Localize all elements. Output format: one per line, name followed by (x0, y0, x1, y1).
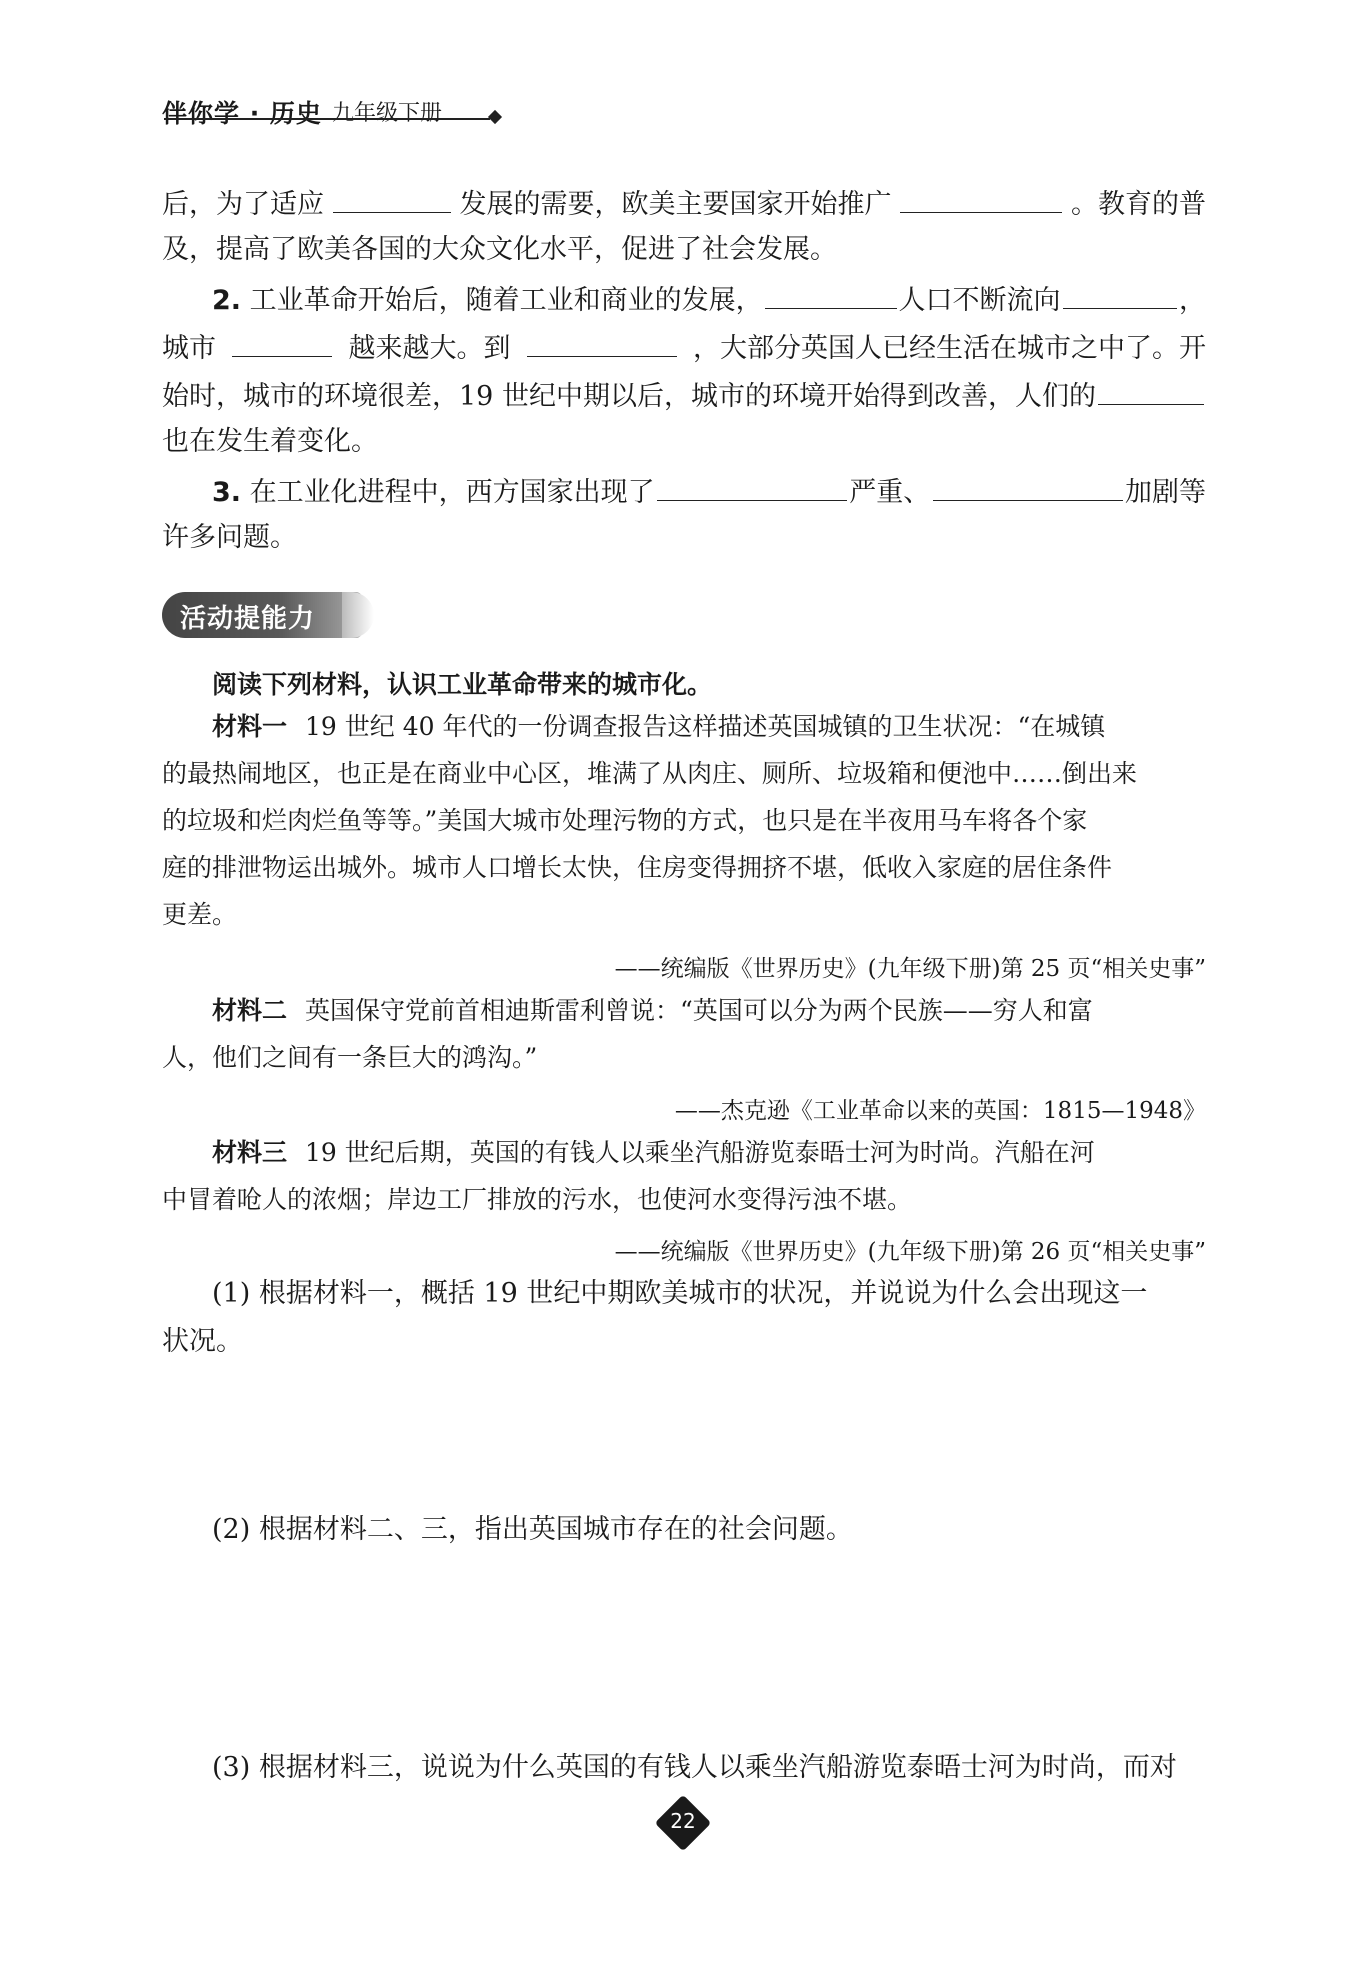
material-3-line-2: 中冒着呛人的浓烟；岸边工厂排放的污水，也使河水变得污浊不堪。 (162, 1185, 913, 1214)
fill-line-7 (212, 474, 1206, 509)
text-segment: 始时，城市的环境很差，19 世纪中期以后，城市的环境开始得到改善，人们的 (162, 381, 1096, 412)
material-1-line-2: 的最热闹地区，也正是在商业中心区，堆满了从肉庄、厕所、垃圾箱和便池中……倒出来 (162, 759, 1138, 788)
material-3-line-1 (212, 1138, 1206, 1168)
page-number: 22 (670, 1809, 696, 1833)
text-segment: 加剧等 (1124, 477, 1206, 508)
answer-blank[interactable] (900, 186, 1062, 213)
material-text: 19 世纪后期，英国的有钱人以乘坐汽船游览泰晤士河为时尚。汽船在河 (305, 1138, 1095, 1167)
section-badge (162, 592, 374, 638)
material-2-line-2: 人，他们之间有一条巨大的鸿沟。” (162, 1043, 538, 1072)
text-segment: 严重、 (849, 477, 931, 508)
text-segment: ， (1179, 285, 1206, 316)
material-1-line-3: 的垃圾和烂肉烂鱼等等。”美国大城市处理污物的方式，也只是在半夜用马车将各个家 (162, 806, 1088, 835)
page-header (162, 92, 502, 132)
material-1-source: ——统编版《世界历史》(九年级下册)第 25 页“相关史事” (614, 956, 1206, 982)
text-segment: 人口不断流向 (898, 285, 1061, 316)
fill-line-2: 及，提高了欧美各国的大众文化水平，促进了社会发展。 (162, 234, 837, 265)
page-number-badge (658, 1798, 708, 1848)
activity-instruction: 阅读下列材料，认识工业革命带来的城市化。 (212, 670, 713, 699)
material-1-line-4: 庭的排泄物运出城外。城市人口增长太快，住房变得拥挤不堪，低收入家庭的居住条件 (162, 853, 1113, 882)
fill-line-5 (162, 378, 1206, 413)
fill-line-3 (212, 282, 1206, 317)
section-title: 活动提能力 (180, 604, 316, 634)
answer-blank[interactable] (1098, 378, 1204, 405)
text-segment: 。教育的普 (1071, 189, 1206, 220)
question-2: (2) 根据材料二、三，指出英国城市存在的社会问题。 (212, 1514, 853, 1545)
material-1-line-1 (212, 712, 1206, 742)
question-3: (3) 根据材料三，说说为什么英国的有钱人以乘坐汽船游览泰晤士河为时尚，而对 (212, 1752, 1177, 1783)
question-number: 3. (212, 477, 242, 508)
text-segment: ，大部分英国人已经生活在城市之中了。开 (693, 333, 1206, 364)
material-label: 材料三 (212, 1138, 288, 1167)
material-label: 材料一 (212, 712, 288, 741)
answer-blank[interactable] (333, 186, 451, 213)
answer-blank[interactable] (933, 474, 1123, 501)
question-number: 2. (212, 285, 242, 316)
answer-blank[interactable] (1063, 282, 1177, 309)
material-label: 材料二 (212, 996, 288, 1025)
answer-blank[interactable] (657, 474, 847, 501)
material-text: 19 世纪 40 年代的一份调查报告这样描述英国城镇的卫生状况：“在城镇 (305, 712, 1106, 741)
grade-subtitle: 九年级下册 (332, 101, 443, 126)
fill-line-1 (162, 186, 1206, 221)
text-segment: 发展的需要，欧美主要国家开始推广 (459, 189, 892, 220)
text-segment: 城市 (162, 333, 216, 364)
material-1-line-5: 更差。 (162, 900, 238, 929)
material-3-source: ——统编版《世界历史》(九年级下册)第 26 页“相关史事” (614, 1239, 1206, 1265)
question-1-line-1: (1) 根据材料一，概括 19 世纪中期欧美城市的状况，并说说为什么会出现这一 (212, 1278, 1148, 1309)
fill-line-4 (162, 330, 1206, 365)
fill-line-8: 许多问题。 (162, 522, 297, 553)
answer-blank[interactable] (527, 330, 677, 357)
material-text: 英国保守党前首相迪斯雷利曾说：“英国可以分为两个民族——穷人和富 (305, 996, 1093, 1025)
answer-blank[interactable] (232, 330, 332, 357)
fill-line-6: 也在发生着变化。 (162, 426, 378, 457)
header-rule (164, 118, 490, 120)
material-2-source: ——杰克逊《工业革命以来的英国：1815—1948》 (674, 1098, 1206, 1124)
badge-fade (342, 592, 374, 638)
material-2-line-1 (212, 996, 1206, 1026)
book-brand: 伴你学 · 历史 (162, 99, 322, 128)
question-1-line-2: 状况。 (162, 1326, 243, 1357)
text-segment: 后，为了适应 (162, 189, 324, 220)
text-segment: 在工业化进程中，西方国家出现了 (249, 477, 655, 508)
text-segment: 工业革命开始后，随着工业和商业的发展， (249, 285, 763, 316)
answer-blank[interactable] (765, 282, 897, 309)
text-segment: 越来越大。到 (348, 333, 511, 364)
